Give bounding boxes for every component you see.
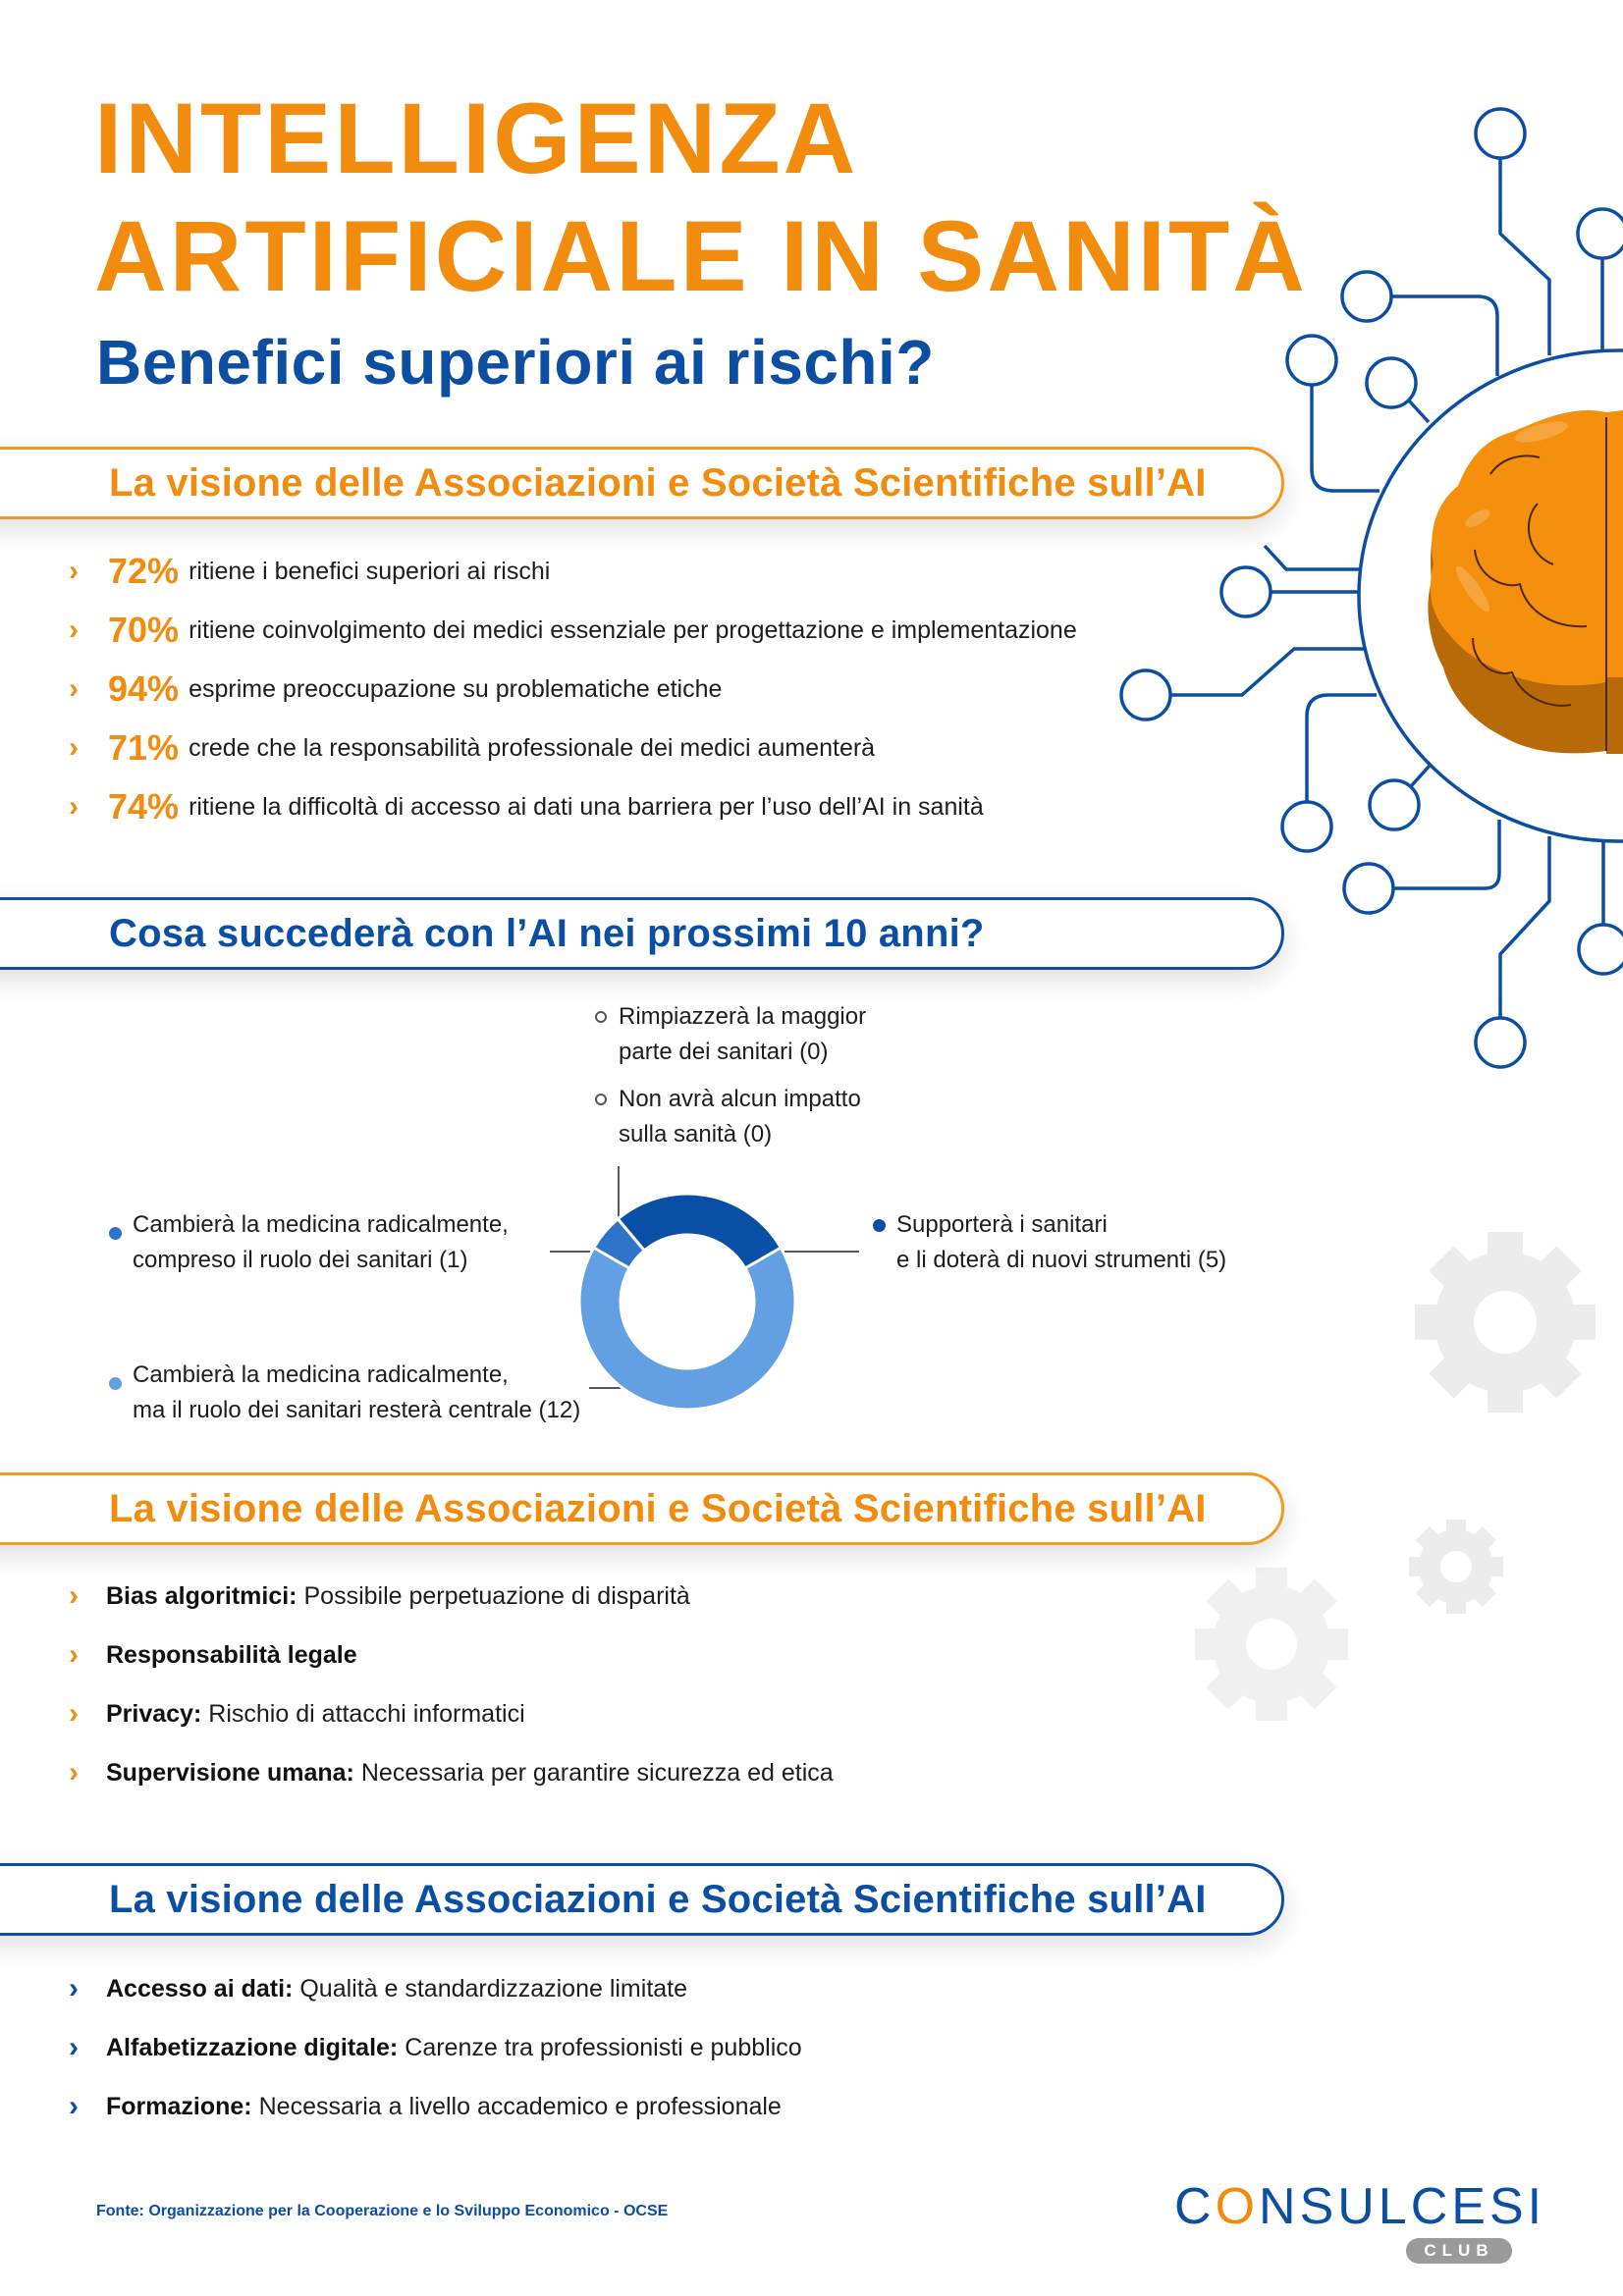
- stat-row: [69, 550, 550, 593]
- stat-text: crede che la responsabilità professionale dei medici aumenterà: [189, 733, 876, 762]
- page-title-line-1: INTELLIGENZA: [94, 82, 859, 194]
- section-title: La visione delle Associazioni e Società Scientifiche sull’AI: [109, 460, 1207, 505]
- legend-radical-change: Cambierà la medicina radicalmente, compreso il ruolo dei sanitari (1): [133, 1207, 509, 1278]
- risk-item: › Supervisione umana: Necessaria per garantire sicurezza ed etica: [69, 1756, 834, 1789]
- stat-text: ritiene la difficoltà di accesso ai dati una barriera per l’uso dell’AI in sanità: [189, 792, 984, 821]
- legend-replace: Rimpiazzerà la maggior parte dei sanitari (0): [619, 999, 866, 1070]
- chevron-right-icon: ›: [69, 1972, 79, 2004]
- stat-percent: 71%: [108, 727, 180, 768]
- legend-hollow-dot-icon: [595, 1011, 607, 1023]
- chevron-right-icon: ›: [69, 2031, 79, 2063]
- stat-percent: 70%: [108, 610, 180, 650]
- barrier-item: › Accesso ai dati: Qualità e standardizzazione limitate: [69, 1972, 688, 2004]
- barrier-item: › Alfabetizzazione digitale: Carenze tra professionisti e pubblico: [69, 2031, 802, 2063]
- chevron-right-icon: ›: [69, 614, 79, 646]
- stat-row: [69, 726, 875, 770]
- section-header-risks: [0, 1472, 1284, 1545]
- legend-dot-icon: [109, 1377, 122, 1390]
- consulcesi-club-logo: [1174, 2178, 1546, 2260]
- donut-segment-support: [618, 1194, 781, 1268]
- brain-icon: [1428, 410, 1623, 754]
- stat-row: [69, 785, 984, 828]
- page-title-line-2: ARTIFICIALE IN SANITÀ: [94, 200, 1308, 312]
- chevron-right-icon: ›: [69, 555, 79, 587]
- legend-central-role: Cambierà la medicina radicalmente, ma il ruolo dei sanitari resterà centrale (12): [133, 1358, 580, 1428]
- risk-item: › Responsabilità legale: [69, 1638, 357, 1671]
- stat-percent: 74%: [108, 786, 180, 827]
- section-title: Cosa succederà con l’AI nei prossimi 10 anni?: [109, 911, 985, 955]
- logo-club-badge: CLUB: [1406, 2238, 1512, 2264]
- chevron-right-icon: ›: [69, 1579, 79, 1612]
- chevron-right-icon: ›: [69, 2090, 79, 2122]
- stat-row: [69, 667, 722, 711]
- stat-percent: 94%: [108, 668, 180, 709]
- legend-hollow-dot-icon: [595, 1094, 607, 1105]
- chevron-right-icon: ›: [69, 1697, 79, 1730]
- section-title: La visione delle Associazioni e Società Scientifiche sull’AI: [109, 1486, 1207, 1530]
- page-subtitle: Benefici superiori ai rischi?: [96, 327, 935, 398]
- stat-text: ritiene i benefici superiori ai rischi: [189, 557, 551, 585]
- stat-text: ritiene coinvolgimento dei medici essenziale per progettazione e implementazione: [189, 615, 1077, 644]
- section-title: La visione delle Associazioni e Società Scientifiche sull’AI: [109, 1877, 1207, 1921]
- section-header-barriers: [0, 1863, 1284, 1936]
- logo-wordmark: CONSULCESI: [1174, 2178, 1546, 2235]
- chevron-right-icon: ›: [69, 1756, 79, 1789]
- stat-text: esprime preoccupazione su problematiche etiche: [189, 674, 723, 703]
- chevron-right-icon: ›: [69, 672, 79, 705]
- legend-no-impact: Non avrà alcun impatto sulla sanità (0): [619, 1082, 861, 1152]
- chevron-right-icon: ›: [69, 1638, 79, 1671]
- section-header-vision: [0, 447, 1284, 519]
- donut-chart: [550, 1148, 864, 1433]
- chevron-right-icon: ›: [69, 731, 79, 764]
- barrier-item: › Formazione: Necessaria a livello accademico e professionale: [69, 2090, 782, 2122]
- legend-dot-icon: [109, 1227, 122, 1240]
- source-note: Fonte: Organizzazione per la Cooperazione e lo Sviluppo Economico - OCSE: [96, 2203, 669, 2219]
- stat-percent: 72%: [108, 551, 180, 591]
- donut-segment-central-role: [579, 1248, 795, 1410]
- risk-item: › Bias algoritmici: Possibile perpetuazione di disparità: [69, 1579, 690, 1612]
- risk-item: › Privacy: Rischio di attacchi informatici: [69, 1697, 525, 1730]
- chevron-right-icon: ›: [69, 790, 79, 823]
- section-header-future: [0, 897, 1284, 970]
- stat-row: [69, 609, 1077, 652]
- legend-dot-icon: [873, 1219, 886, 1232]
- legend-support: Supporterà i sanitari e li doterà di nuovi strumenti (5): [896, 1207, 1226, 1278]
